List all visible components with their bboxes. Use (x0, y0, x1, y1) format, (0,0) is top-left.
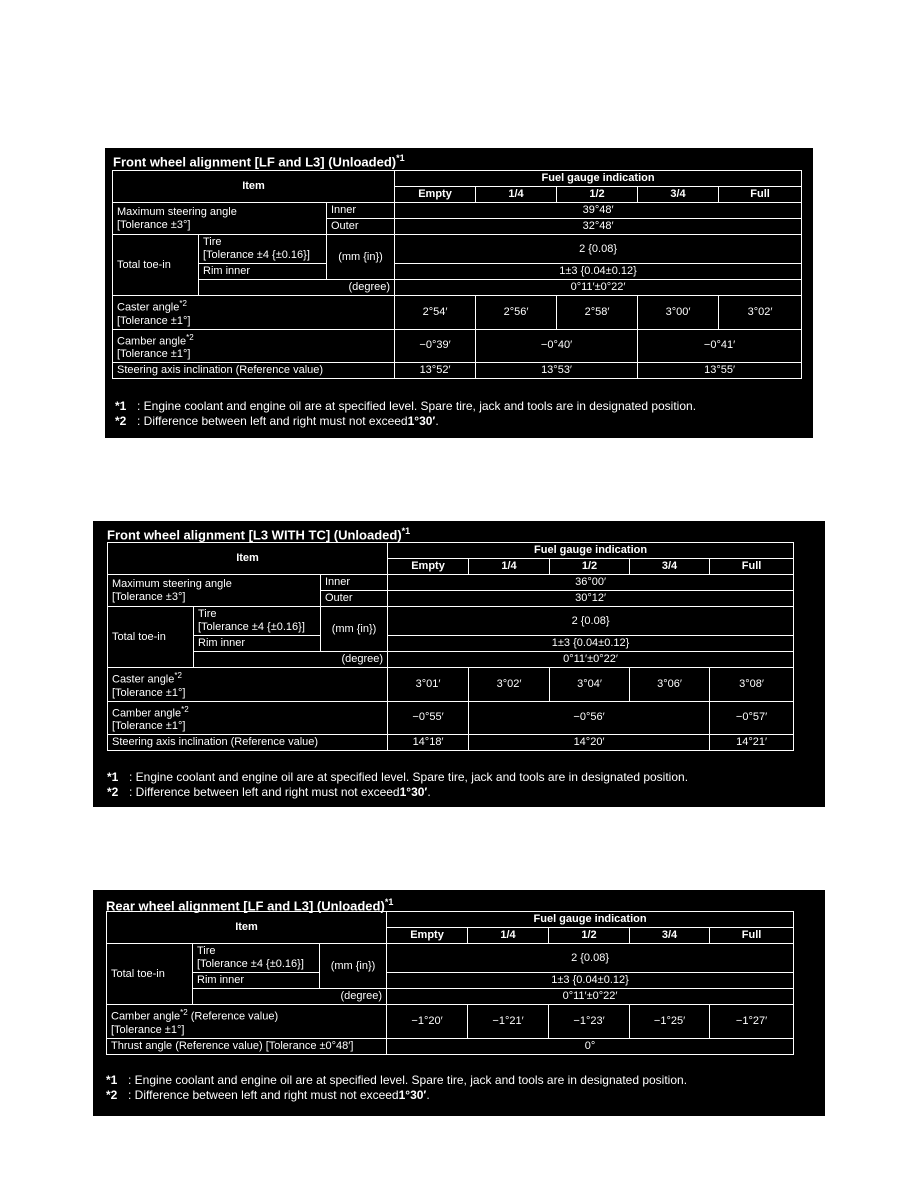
footnote-ref: *2 (179, 299, 187, 308)
degree-unit: (degree) (199, 280, 395, 296)
level-quarter: 1/4 (469, 559, 550, 575)
sai-value: 14°21′ (710, 735, 794, 751)
camber-value: −1°20′ (387, 1005, 468, 1039)
degree-unit: (degree) (194, 652, 388, 668)
mm-in-unit: (mm {in}) (320, 944, 387, 989)
total-toe-label: Total toe-in (107, 944, 193, 1005)
inner-value: 39°48′ (395, 203, 802, 219)
footnote-1 (106, 1073, 687, 1088)
tolerance-text: [Tolerance ±4 {±0.16}] (198, 621, 305, 633)
camber-value: −1°23′ (549, 1005, 630, 1039)
fuel-gauge-header: Fuel gauge indication (395, 171, 802, 187)
level-half: 1/2 (549, 928, 630, 944)
caster-label (113, 296, 395, 330)
sai-value: 13°55′ (638, 363, 802, 379)
rim-value: 1±3 {0.04±0.12} (388, 636, 794, 652)
note-end: . (426, 1088, 430, 1102)
rim-inner-label: Rim inner (194, 636, 321, 652)
note-text: : Difference between left and right must not exceed (129, 785, 400, 799)
camber-value: −0°39′ (395, 329, 476, 363)
outer-label: Outer (327, 219, 395, 235)
outer-label: Outer (321, 591, 388, 607)
footnote-mark (107, 785, 129, 800)
tolerance-text: [Tolerance ±3°] (117, 218, 191, 231)
total-toe-label: Total toe-in (113, 235, 199, 296)
footnote-mark (106, 1073, 128, 1088)
note-end: . (427, 785, 431, 799)
camber-value: −0°56′ (469, 701, 710, 735)
tire-value: 2 {0.08} (395, 235, 802, 264)
caster-value: 3°04′ (550, 668, 630, 702)
tolerance-text: [Tolerance ±1°] (112, 686, 186, 699)
footnote-ref: *1 (384, 897, 394, 907)
caster-value: 3°02′ (719, 296, 802, 330)
panel-title (113, 153, 405, 169)
camber-value: −0°40′ (476, 329, 638, 363)
degree-value: 0°11′±0°22′ (388, 652, 794, 668)
footnotes (106, 1073, 687, 1103)
footnote-ref: *2 (180, 1008, 188, 1017)
note-text: : Engine coolant and engine oil are at specified level. Spare tire, jack and tools are in designated position. (128, 1073, 688, 1087)
sai-value: 13°53′ (476, 363, 638, 379)
caster-value: 2°54′ (395, 296, 476, 330)
fuel-gauge-header: Fuel gauge indication (388, 543, 794, 559)
outer-value: 32°48′ (395, 219, 802, 235)
item-header: Item (108, 543, 388, 575)
note-text: : Engine coolant and engine oil are at specified level. Spare tire, jack and tools are in designated position. (137, 399, 697, 413)
fuel-gauge-header: Fuel gauge indication (387, 912, 794, 928)
footnotes (107, 770, 688, 800)
camber-value: −1°25′ (630, 1005, 710, 1039)
title-text: Front wheel alignment [LF and L3] (Unloaded) (113, 154, 397, 170)
label-text: Tire (203, 236, 222, 248)
level-quarter: 1/4 (476, 187, 557, 203)
label-text: Caster angle (117, 301, 180, 314)
footnote-ref: *2 (186, 332, 194, 342)
label-text: Maximum steering angle (117, 205, 237, 218)
total-toe-label: Total toe-in (108, 607, 194, 668)
note-end: . (435, 414, 439, 428)
camber-value: −0°57′ (710, 701, 794, 735)
level-empty: Empty (395, 187, 476, 203)
tire-label (193, 944, 320, 973)
tolerance-text: [Tolerance ±1°] (112, 720, 186, 733)
label-text: Tire (197, 945, 216, 957)
tolerance-text: [Tolerance ±1°] (117, 348, 191, 361)
mark-text: *2 (106, 1088, 118, 1102)
footnote-mark (115, 414, 137, 429)
thrust-value: 0° (387, 1038, 794, 1054)
sai-value: 14°18′ (388, 735, 469, 751)
rim-inner-label: Rim inner (193, 973, 320, 989)
tire-value: 2 {0.08} (388, 607, 794, 636)
mark-text: *1 (107, 770, 119, 784)
caster-value: 2°58′ (557, 296, 638, 330)
front-alignment-l3-tc-panel (93, 521, 825, 807)
tolerance-text: [Tolerance ±4 {±0.16}] (203, 249, 310, 261)
label-text: Caster angle (112, 673, 175, 686)
footnote-mark (115, 399, 137, 414)
level-quarter: 1/4 (468, 928, 549, 944)
spec-table (112, 170, 802, 379)
caster-value: 3°02′ (469, 668, 550, 702)
camber-value: −1°21′ (468, 1005, 549, 1039)
label-text: Camber angle (112, 707, 182, 720)
level-half: 1/2 (557, 187, 638, 203)
label-text: Camber angle (111, 1010, 181, 1023)
max-steering-label (113, 203, 327, 235)
thrust-label: Thrust angle (Reference value) [Tolerance ±0°48′] (107, 1038, 387, 1054)
footnote-2 (106, 1088, 687, 1103)
note-text: : Difference between left and right must not exceed (137, 414, 408, 428)
footnote-ref: *1 (396, 153, 405, 163)
footnote-1 (115, 399, 696, 414)
sai-value: 14°20′ (469, 735, 710, 751)
sai-label: Steering axis inclination (Reference value) (108, 735, 388, 751)
inner-label: Inner (321, 575, 388, 591)
note-text: : Engine coolant and engine oil are at specified level. Spare tire, jack and tools are in designated position. (129, 770, 689, 784)
label-text: Tire (198, 608, 217, 620)
camber-label (108, 701, 388, 735)
rim-inner-label: Rim inner (199, 264, 327, 280)
tolerance-text: [Tolerance ±4 {±0.16}] (197, 958, 304, 970)
note-value: 1°30′ (398, 1088, 427, 1102)
note-value: 1°30′ (407, 414, 436, 428)
degree-unit: (degree) (193, 989, 387, 1005)
camber-value: −0°55′ (388, 701, 469, 735)
degree-value: 0°11′±0°22′ (395, 280, 802, 296)
caster-value: 3°01′ (388, 668, 469, 702)
footnote-ref: *2 (174, 671, 182, 680)
caster-value: 3°06′ (630, 668, 710, 702)
caster-value: 3°00′ (638, 296, 719, 330)
inner-label: Inner (327, 203, 395, 219)
footnote-2 (107, 785, 688, 800)
tolerance-text: [Tolerance ±1°] (111, 1023, 185, 1036)
tire-label (199, 235, 327, 264)
mark-text: *2 (107, 785, 119, 799)
footnote-ref: *1 (401, 526, 411, 536)
camber-value: −1°27′ (710, 1005, 794, 1039)
level-half: 1/2 (550, 559, 630, 575)
footnote-2 (115, 414, 696, 429)
front-alignment-lf-l3-panel (105, 148, 813, 438)
spec-table (107, 542, 794, 751)
mark-text: *1 (115, 399, 127, 413)
caster-value: 2°56′ (476, 296, 557, 330)
mark-text: *1 (106, 1073, 118, 1087)
footnotes (115, 399, 696, 429)
camber-value: −0°41′ (638, 329, 802, 363)
rim-value: 1±3 {0.04±0.12} (395, 264, 802, 280)
title-text: Rear wheel alignment [LF and L3] (Unloaded) (106, 898, 385, 914)
sai-value: 13°52′ (395, 363, 476, 379)
level-three-quarter: 3/4 (638, 187, 719, 203)
level-full: Full (719, 187, 802, 203)
camber-label (107, 1005, 387, 1039)
footnote-ref: *2 (181, 704, 189, 714)
camber-label (113, 329, 395, 363)
mm-in-unit: (mm {in}) (321, 607, 388, 652)
caster-value: 3°08′ (710, 668, 794, 702)
panel-title (107, 526, 410, 542)
level-full: Full (710, 559, 794, 575)
tire-label (194, 607, 321, 636)
mm-in-unit: (mm {in}) (327, 235, 395, 280)
rim-value: 1±3 {0.04±0.12} (387, 973, 794, 989)
max-steering-label (108, 575, 321, 607)
reference-text: (Reference value) (187, 1010, 279, 1023)
level-full: Full (710, 928, 794, 944)
caster-label (108, 668, 388, 702)
degree-value: 0°11′±0°22′ (387, 989, 794, 1005)
note-value: 1°30′ (399, 785, 428, 799)
sai-label: Steering axis inclination (Reference value) (113, 363, 395, 379)
footnote-mark (106, 1088, 128, 1103)
tolerance-text: [Tolerance ±1°] (117, 314, 191, 327)
mark-text: *2 (115, 414, 127, 428)
level-three-quarter: 3/4 (630, 559, 710, 575)
label-text: Maximum steering angle (112, 577, 232, 590)
spec-table (106, 911, 794, 1055)
title-text: Front wheel alignment [L3 WITH TC] (Unloaded) (107, 527, 402, 543)
item-header: Item (107, 912, 387, 944)
rear-alignment-lf-l3-panel (93, 890, 825, 1116)
level-empty: Empty (387, 928, 468, 944)
label-text: Camber angle (117, 335, 187, 348)
footnote-1 (107, 770, 688, 785)
tire-value: 2 {0.08} (387, 944, 794, 973)
footnote-mark (107, 770, 129, 785)
item-header: Item (113, 171, 395, 203)
level-empty: Empty (388, 559, 469, 575)
outer-value: 30°12′ (388, 591, 794, 607)
note-text: : Difference between left and right must not exceed (128, 1088, 399, 1102)
inner-value: 36°00′ (388, 575, 794, 591)
level-three-quarter: 3/4 (630, 928, 710, 944)
tolerance-text: [Tolerance ±3°] (112, 590, 186, 603)
